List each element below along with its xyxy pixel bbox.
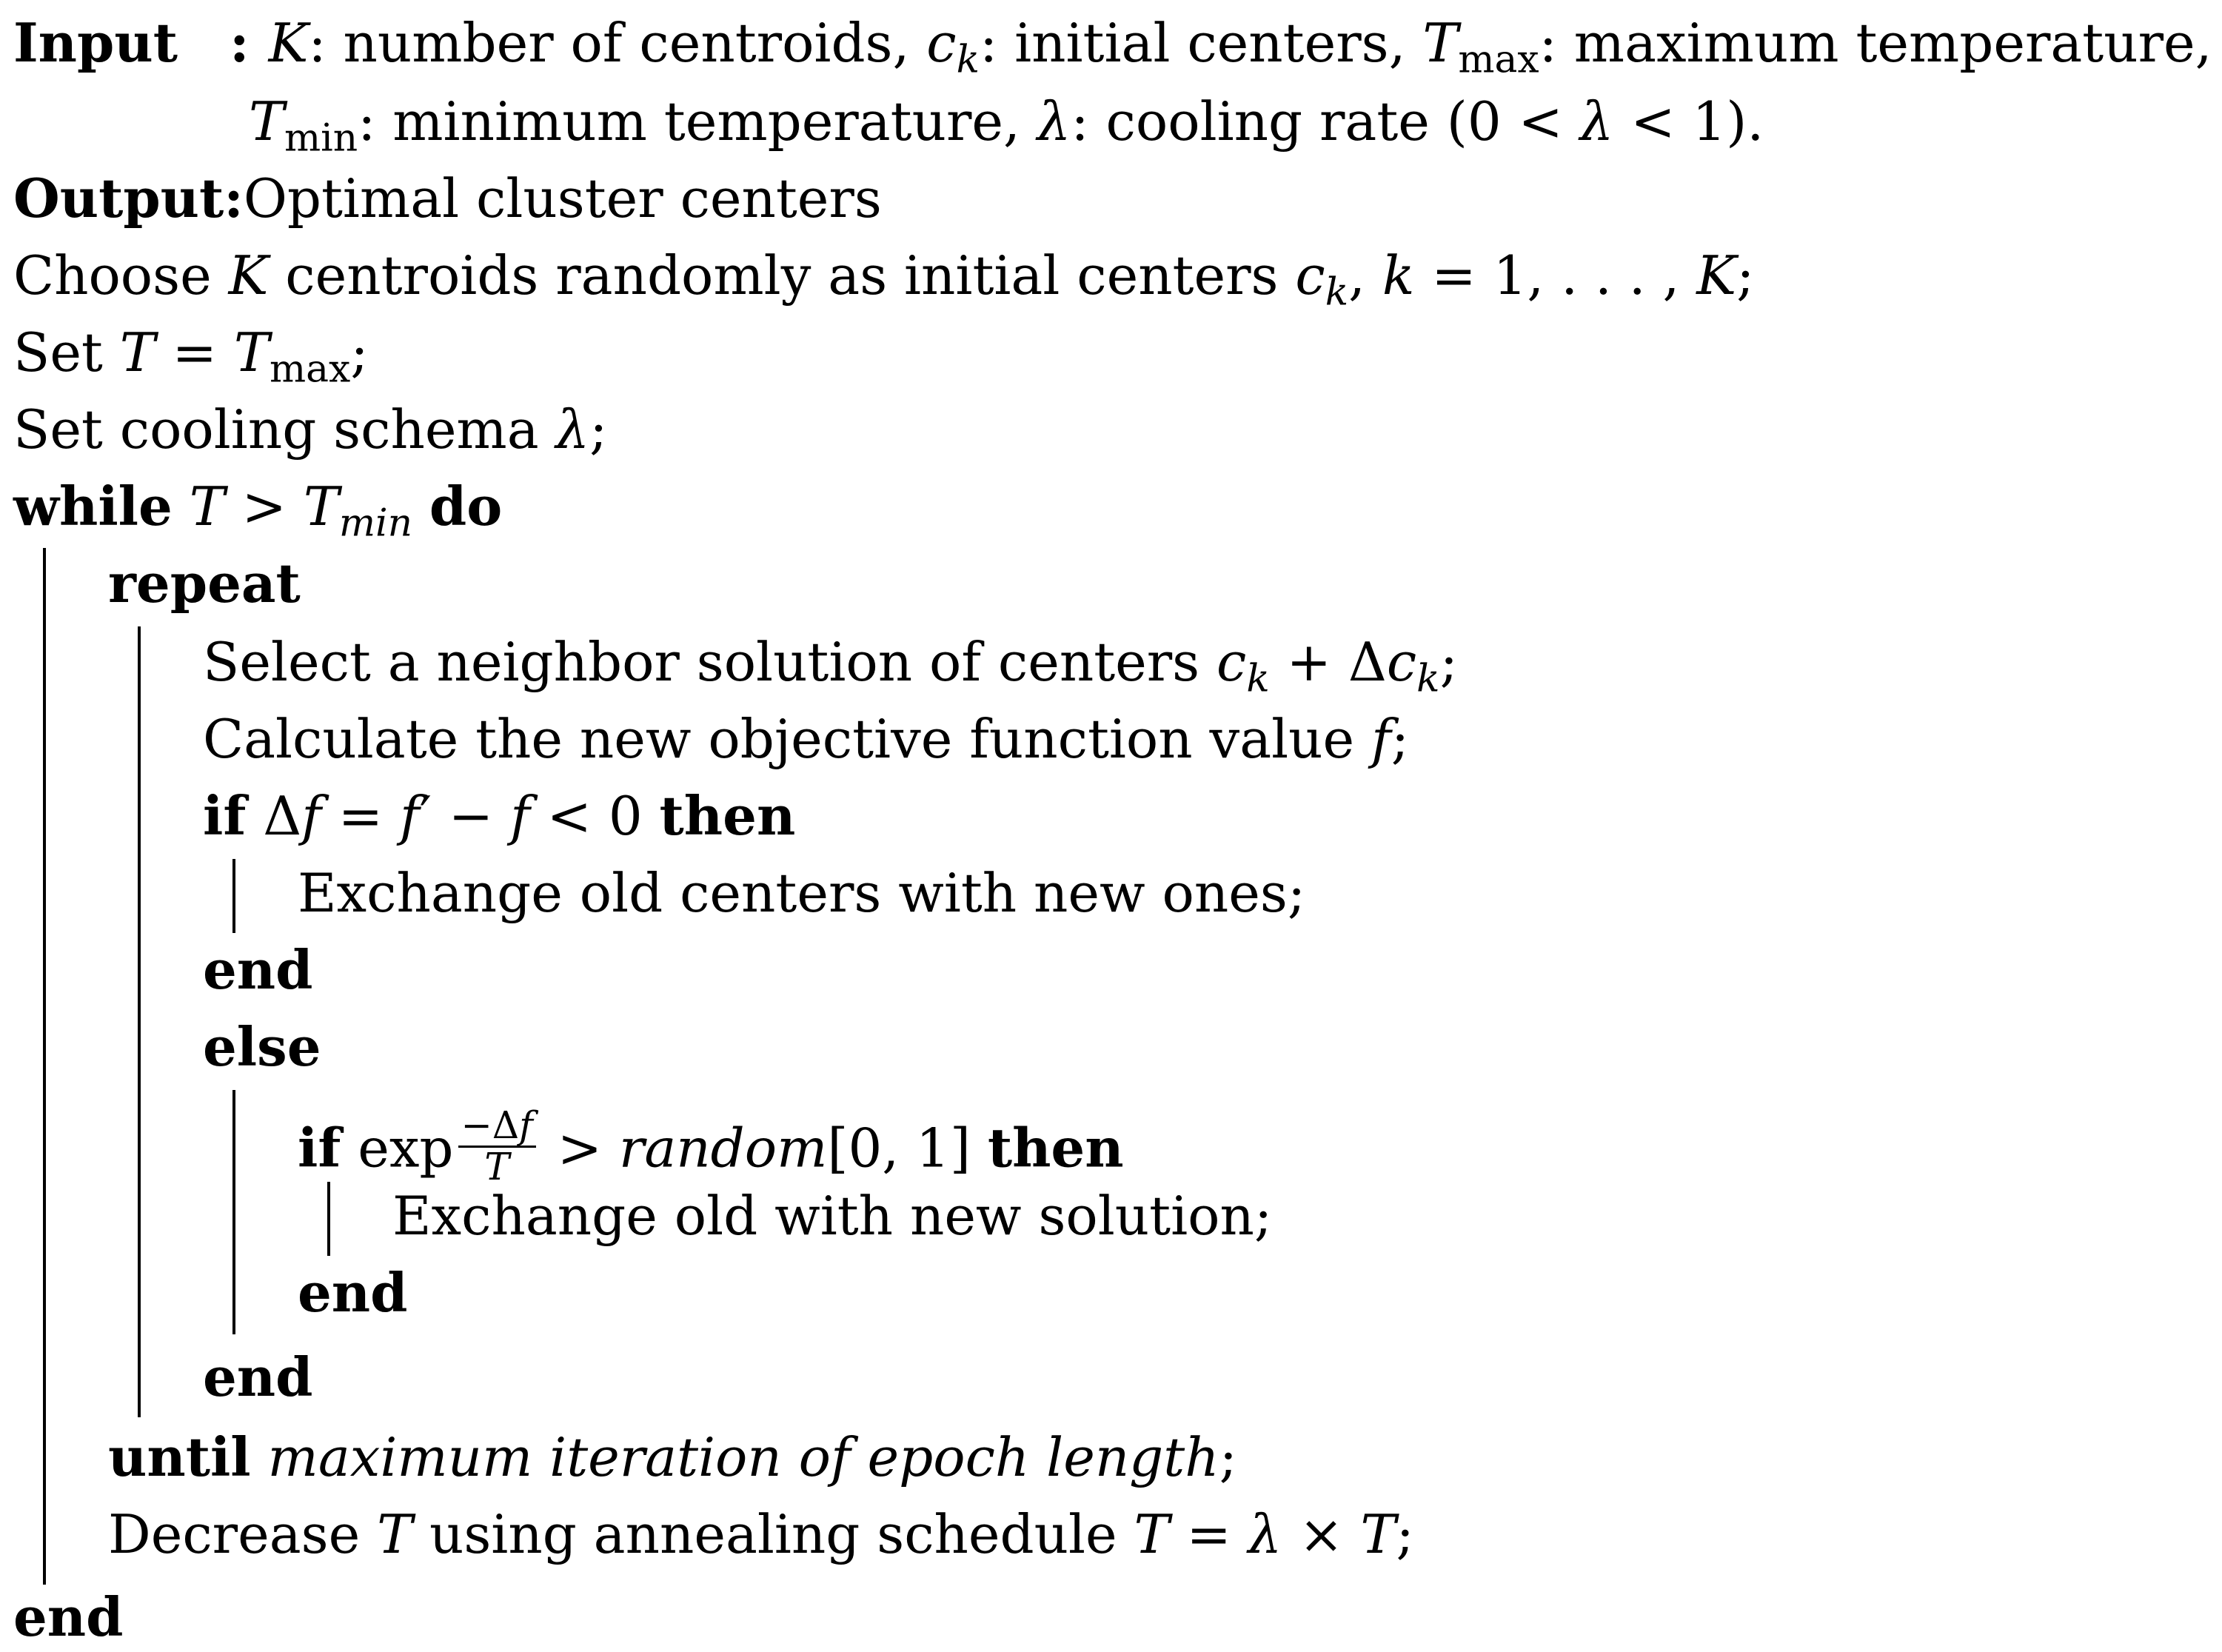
choose-text: , [1348, 244, 1382, 307]
end-while-keyword: end [13, 1585, 124, 1648]
if-delta-line [203, 784, 796, 847]
input-text: : number of centroids, [308, 12, 927, 74]
var-c: c [1386, 631, 1417, 693]
decrease-text: × [1282, 1503, 1361, 1565]
until-condition: maximum iteration of epoch length [267, 1426, 1219, 1488]
sub-max: max [269, 347, 351, 392]
num-text: −Δ [461, 1103, 520, 1147]
if-exp-line [298, 1103, 1124, 1193]
repeat-keyword: repeat [108, 552, 301, 615]
fraction [458, 1103, 536, 1188]
if-text: > [540, 1117, 619, 1180]
if-text: ′ − [419, 785, 511, 847]
while-op: > [224, 475, 304, 538]
output-label: Output [13, 167, 224, 230]
set-text: = [155, 321, 234, 384]
var-T: T [1422, 12, 1459, 74]
repeat-block-bar [138, 626, 141, 1417]
var-T: T [1134, 1503, 1170, 1565]
sub-k: k [1325, 270, 1349, 315]
sub-min: min [338, 501, 413, 546]
var-f: f [399, 785, 420, 847]
sub-k: k [1416, 656, 1440, 701]
sub-max: max [1458, 37, 1539, 82]
select-text: ; [1439, 631, 1458, 693]
var-lambda: λ [1037, 90, 1071, 153]
choose-text: ; [1736, 244, 1755, 307]
while-block-bar [43, 548, 46, 1585]
calculate-line [203, 708, 1409, 770]
var-K: K [1696, 244, 1737, 307]
random-term: random [618, 1117, 828, 1180]
input-text: : minimum temperature, [358, 90, 1037, 153]
input-text: : initial centers, [979, 12, 1423, 74]
if-keyword: if [203, 784, 247, 847]
decrease-text: = [1169, 1503, 1248, 1565]
input-text: : maximum temperature, [1539, 12, 2212, 74]
select-line [203, 631, 1458, 701]
var-k: k [1382, 244, 1415, 307]
until-text: ; [1219, 1426, 1237, 1488]
set-text: Set [13, 321, 120, 384]
choose-text: centroids randomly as initial centers [268, 244, 1296, 307]
var-f: f [1371, 708, 1391, 770]
until-line [108, 1425, 1237, 1488]
do-keyword: do [429, 475, 503, 538]
input-text: : cooling rate (0 < [1071, 90, 1580, 153]
cooling-text: ; [589, 398, 608, 461]
end-else-keyword: end [203, 1345, 313, 1408]
choose-line [13, 244, 1755, 315]
var-c: c [926, 12, 957, 74]
inner-if-block-bar [327, 1182, 330, 1256]
var-f: f [519, 1103, 533, 1147]
while-keyword: while [13, 475, 173, 538]
choose-text: Choose [13, 244, 229, 307]
input-label: Input [13, 11, 178, 74]
input-line-1 [13, 11, 2212, 82]
decrease-line [108, 1503, 1414, 1565]
sub-k: k [1246, 656, 1270, 701]
var-f: f [510, 785, 530, 847]
var-K: K [268, 12, 309, 74]
then-keyword: then [659, 784, 796, 847]
var-K: K [228, 244, 269, 307]
else-block-bar [232, 1090, 235, 1334]
var-T: T [303, 475, 339, 538]
output-text: Optimal cluster centers [243, 167, 882, 230]
sub-min: min [284, 116, 358, 161]
set-cooling-line [13, 398, 608, 461]
set-text: ; [350, 321, 369, 384]
decrease-text: ; [1396, 1503, 1414, 1565]
if-text: < 0 [529, 785, 660, 847]
cooling-text: Set cooling schema [13, 398, 556, 461]
input-colon: : [229, 11, 250, 74]
var-T: T [119, 321, 155, 384]
fraction-denominator: T [484, 1144, 509, 1188]
if-block-bar [232, 859, 235, 933]
sub-k: k [956, 37, 980, 82]
set-T-line [13, 321, 369, 392]
var-lambda: λ [1579, 90, 1614, 153]
calculate-text: ; [1391, 708, 1409, 770]
end-inner-if-keyword: end [298, 1261, 408, 1324]
end-if-keyword: end [203, 938, 313, 1001]
var-T: T [249, 90, 285, 153]
else-keyword: else [203, 1015, 321, 1078]
var-T: T [1360, 1503, 1396, 1565]
select-text: + Δ [1269, 631, 1387, 693]
var-T: T [377, 1503, 413, 1565]
var-T: T [189, 475, 225, 538]
var-c: c [1216, 631, 1247, 693]
until-keyword: until [108, 1425, 251, 1488]
exchange-solution-line: Exchange old with new solution; [392, 1185, 1273, 1247]
if-text: [0, 1] [827, 1117, 988, 1180]
select-text: Select a neighbor solution of centers [203, 631, 1217, 693]
choose-text: = 1, . . . , [1414, 244, 1697, 307]
var-lambda: λ [1248, 1503, 1282, 1565]
var-c: c [1295, 244, 1325, 307]
output-colon: : [224, 167, 244, 230]
output-line [13, 167, 882, 230]
var-f: f [301, 785, 321, 847]
var-lambda: λ [555, 398, 590, 461]
if-text: Δ [246, 785, 302, 847]
exchange-centers-line: Exchange old centers with new ones; [298, 862, 1306, 924]
var-T: T [233, 321, 270, 384]
calculate-text: Calculate the new objective function value [203, 708, 1372, 770]
if-text: exp [341, 1117, 454, 1180]
input-line-2 [249, 90, 1764, 161]
input-text: < 1). [1613, 90, 1764, 153]
decrease-text: Decrease [108, 1503, 378, 1565]
decrease-text: using annealing schedule [412, 1503, 1134, 1565]
fraction-numerator [458, 1103, 536, 1148]
if-text: = [321, 785, 400, 847]
if-keyword: if [298, 1116, 341, 1180]
then-keyword: then [987, 1116, 1124, 1180]
while-line [13, 475, 503, 546]
